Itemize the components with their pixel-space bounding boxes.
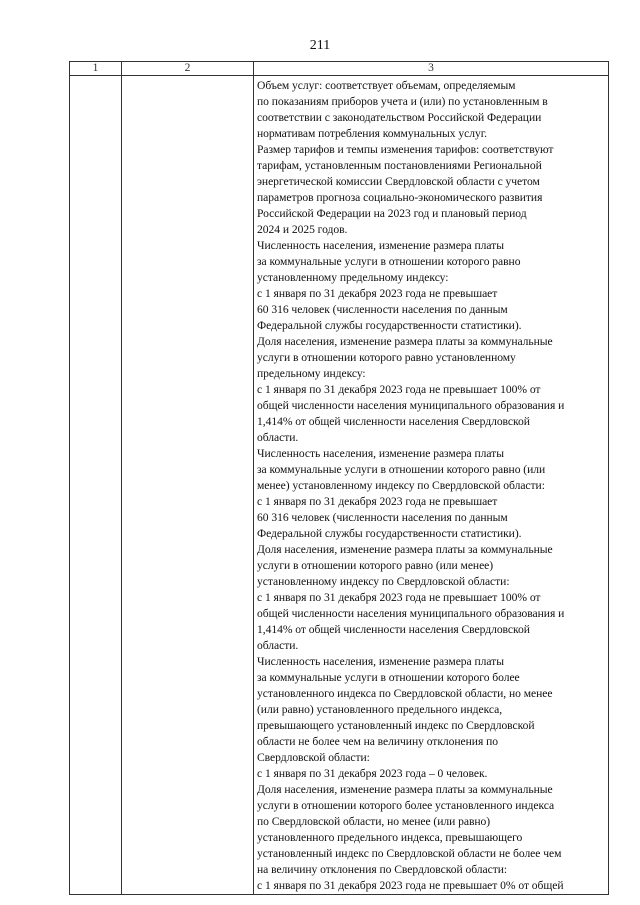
column-header-3: 3: [254, 62, 609, 76]
cell-text: [254, 76, 608, 894]
text-line: тарифам, установленным постановлениями Региональной: [257, 159, 542, 172]
text-line: на величину отклонения по Свердловской области:: [257, 863, 508, 876]
text-line: Доля населения, изменение размера платы за коммунальные: [257, 335, 553, 348]
text-line: установленного индекса по Свердловской области, но менее: [257, 687, 553, 700]
text-line: установленному предельному индексу:: [257, 271, 449, 284]
cell-col-1: [70, 76, 122, 895]
text-line: Российской Федерации на 2023 год и плановый период: [257, 207, 527, 220]
text-line: Доля населения, изменение размера платы за коммунальные: [257, 543, 553, 556]
column-header-2: 2: [122, 62, 254, 76]
text-line: Размер тарифов и темпы изменения тарифов: соответствуют: [257, 143, 554, 156]
text-line: области.: [257, 431, 299, 444]
text-line: Свердловской области:: [257, 751, 370, 764]
text-line: с 1 января по 31 декабря 2023 года – 0 человек.: [257, 767, 488, 780]
text-line: за коммунальные услуги в отношении которого равно: [257, 255, 521, 268]
text-line: с 1 января по 31 декабря 2023 года не превышает: [257, 287, 498, 300]
document-table: [69, 61, 609, 895]
text-line: области не более чем на величину отклонения по: [257, 735, 498, 748]
text-line: 60 316 человек (численности населения по данным: [257, 511, 508, 524]
text-line: услуги в отношении которого равно установленному: [257, 351, 516, 364]
cell-col-2: [122, 76, 254, 895]
text-line: за коммунальные услуги в отношении которого более: [257, 671, 520, 684]
text-line: по Свердловской области, но менее (или равно): [257, 815, 491, 828]
text-line: Объем услуг: соответствует объемам, определяемым: [257, 79, 516, 92]
text-line: Численность населения, изменение размера платы: [257, 655, 504, 668]
text-line: энергетической комиссии Свердловской области с учетом: [257, 175, 540, 188]
text-line: 60 316 человек (численности населения по данным: [257, 303, 508, 316]
text-line: установленному индексу по Свердловской области:: [257, 575, 510, 588]
text-line: (или равно) установленного предельного индекса,: [257, 703, 503, 716]
cell-col-3: [254, 76, 609, 895]
text-line: с 1 января по 31 декабря 2023 года не превышает 0% от общей: [257, 879, 564, 892]
text-line: установленного предельного индекса, превышающего: [257, 831, 523, 844]
text-line: Доля населения, изменение размера платы за коммунальные: [257, 783, 553, 796]
text-line: с 1 января по 31 декабря 2023 года не превышает 100% от: [257, 383, 541, 396]
table-header-row: [70, 62, 609, 76]
text-line: нормативам потребления коммунальных услуг.: [257, 127, 487, 140]
text-line: 1,414% от общей численности населения Свердловской: [257, 623, 530, 636]
text-line: области.: [257, 639, 299, 652]
text-line: общей численности населения муниципального образования и: [257, 399, 565, 412]
text-line: Численность населения, изменение размера платы: [257, 239, 504, 252]
table-body-row: [70, 76, 609, 895]
text-line: 2024 и 2025 годов.: [257, 223, 348, 236]
text-line: с 1 января по 31 декабря 2023 года не превышает 100% от: [257, 591, 541, 604]
text-line: превышающего установленный индекс по Свердловской: [257, 719, 535, 732]
text-line: соответствии с законодательством Российской Федерации: [257, 111, 542, 124]
text-line: услуги в отношении которого более установленного индекса: [257, 799, 555, 812]
text-line: услуги в отношении которого равно (или менее): [257, 559, 494, 572]
text-line: за коммунальные услуги в отношении которого равно (или: [257, 463, 546, 476]
text-line: параметров прогноза социально-экономического развития: [257, 191, 543, 204]
text-line: менее) установленному индексу по Свердловской области:: [257, 479, 545, 492]
text-line: 1,414% от общей численности населения Свердловской: [257, 415, 530, 428]
text-line: общей численности населения муниципального образования и: [257, 607, 565, 620]
text-line: Федеральной службы государственности статистики).: [257, 319, 522, 332]
column-header-1: 1: [70, 62, 122, 76]
page-number: 211: [309, 38, 331, 53]
text-line: с 1 января по 31 декабря 2023 года не превышает: [257, 495, 498, 508]
text-line: Численность населения, изменение размера платы: [257, 447, 504, 460]
text-line: Федеральной службы государственности статистики).: [257, 527, 522, 540]
text-line: установленный индекс по Свердловской области не более чем: [257, 847, 562, 860]
text-line: по показаниям приборов учета и (или) по установленным в: [257, 95, 548, 108]
text-line: предельному индексу:: [257, 367, 366, 380]
